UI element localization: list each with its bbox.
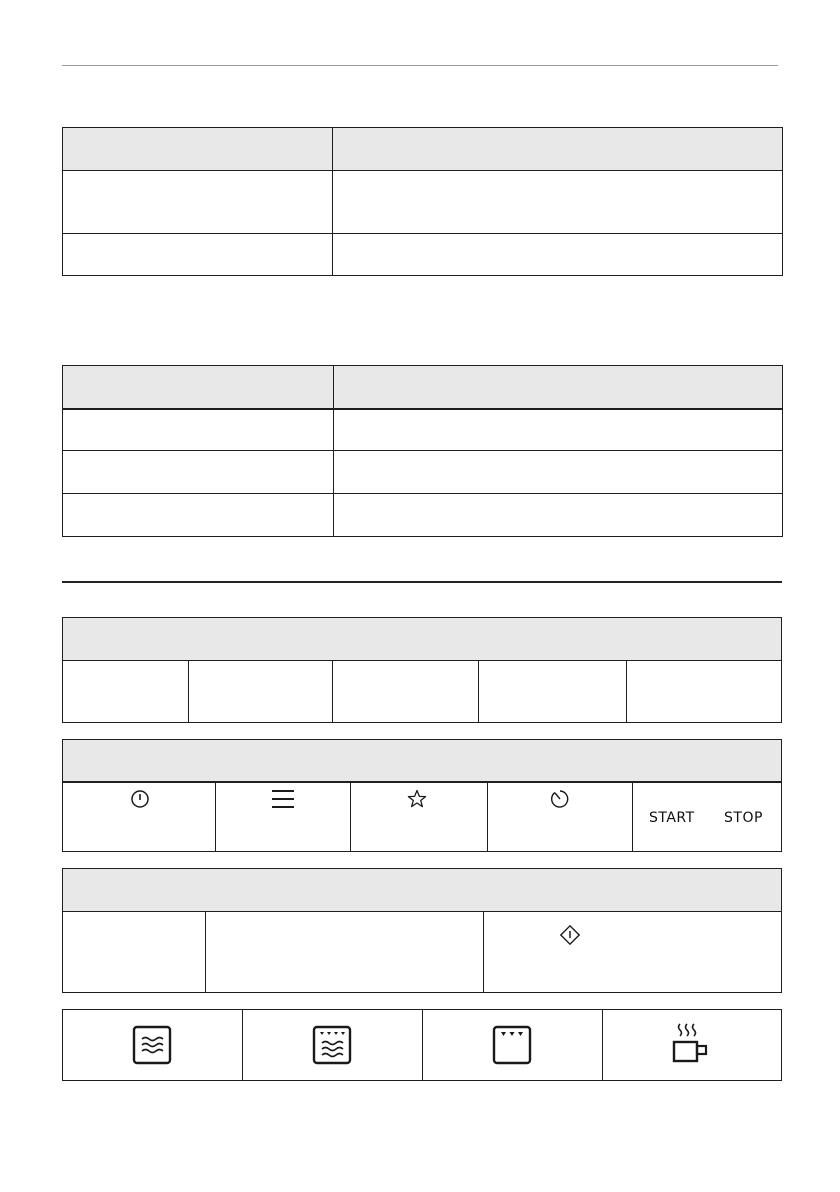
table-cell bbox=[63, 451, 334, 494]
table-2 bbox=[62, 365, 783, 537]
table-cell bbox=[484, 912, 781, 992]
timer-button-cell bbox=[488, 783, 633, 851]
table-cell bbox=[333, 661, 479, 722]
grill-icon bbox=[492, 1025, 532, 1065]
power-icon[interactable] bbox=[130, 789, 150, 809]
beverage-icon bbox=[671, 1022, 711, 1066]
table-cell bbox=[479, 661, 627, 722]
menu-button-cell bbox=[216, 783, 351, 851]
header-rule bbox=[62, 65, 778, 66]
table-cell bbox=[334, 494, 783, 537]
table-cell bbox=[334, 451, 783, 494]
microwave-icon bbox=[132, 1025, 172, 1065]
table-cell bbox=[63, 494, 334, 537]
table-row bbox=[63, 366, 783, 409]
table-header-cell bbox=[63, 366, 334, 409]
microwave-grill-function-cell bbox=[243, 1010, 423, 1080]
table-cell bbox=[333, 234, 783, 276]
start-button[interactable]: START bbox=[649, 810, 695, 826]
favourite-button-cell bbox=[351, 783, 488, 851]
table-row bbox=[63, 494, 783, 537]
table-header-cell bbox=[334, 366, 783, 409]
control-panel-header bbox=[63, 740, 781, 783]
table-cell bbox=[334, 409, 783, 451]
stop-button[interactable]: STOP bbox=[724, 810, 763, 826]
table-cell bbox=[333, 171, 783, 234]
grill-function-cell bbox=[423, 1010, 603, 1080]
beverage-function-cell bbox=[603, 1010, 781, 1080]
functions-table bbox=[62, 1009, 782, 1081]
table-header-cell bbox=[333, 128, 783, 171]
start-table-header bbox=[63, 869, 781, 912]
table-cell bbox=[63, 171, 333, 234]
table-cell bbox=[63, 661, 189, 722]
menu-icon[interactable] bbox=[271, 789, 295, 809]
table-cell bbox=[206, 912, 484, 992]
table-row bbox=[63, 451, 783, 494]
star-icon[interactable] bbox=[407, 789, 427, 809]
table-row bbox=[63, 234, 783, 276]
start-table bbox=[62, 868, 782, 993]
table-row bbox=[63, 128, 783, 171]
table-cell bbox=[63, 912, 206, 992]
start-diamond-icon bbox=[559, 924, 581, 946]
table-cell bbox=[627, 661, 781, 722]
display-table-header bbox=[63, 618, 781, 661]
microwave-grill-icon bbox=[312, 1025, 352, 1065]
control-panel-table bbox=[62, 739, 782, 852]
table-cell bbox=[189, 661, 333, 722]
power-button-cell bbox=[63, 783, 216, 851]
section-divider bbox=[62, 581, 782, 583]
display-table bbox=[62, 617, 782, 723]
table-cell bbox=[63, 234, 333, 276]
table-row bbox=[63, 409, 783, 451]
table-1 bbox=[62, 127, 783, 276]
table-row bbox=[63, 171, 783, 234]
timer-icon[interactable] bbox=[549, 788, 571, 810]
table-header-cell bbox=[63, 128, 333, 171]
start-stop-button-cell bbox=[633, 783, 781, 851]
table-cell bbox=[63, 409, 334, 451]
microwave-function-cell bbox=[63, 1010, 243, 1080]
